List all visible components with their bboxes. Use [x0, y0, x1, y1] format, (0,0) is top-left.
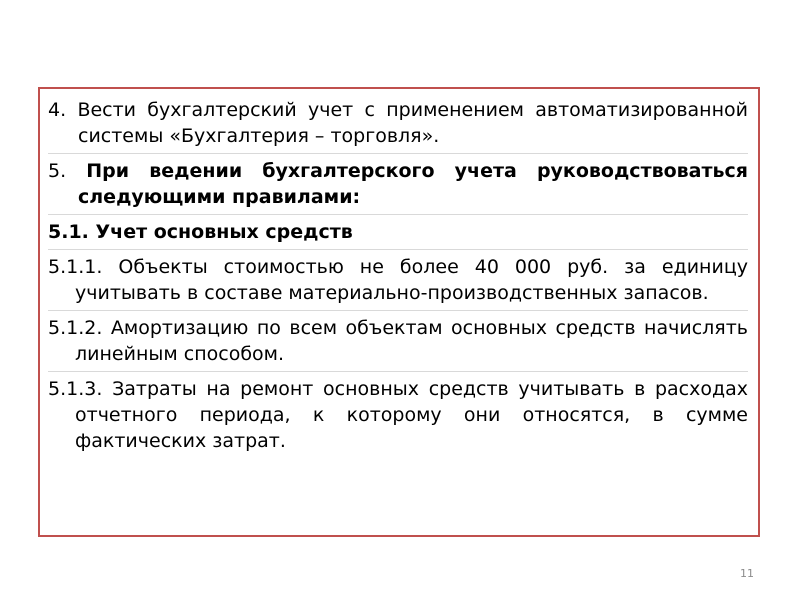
item-number: 5.1. — [48, 221, 89, 243]
item-text: Учет основных средств — [95, 221, 353, 243]
divider — [48, 249, 748, 250]
item-text: Амортизацию по всем объектам основных средств начислять линейным способом. — [75, 317, 748, 365]
item-number: 5. — [48, 160, 67, 182]
item-number: 5.1.3. — [48, 378, 103, 400]
page-number: 11 — [740, 567, 754, 580]
divider — [48, 371, 748, 372]
paragraph-item-5-1-2 — [48, 315, 748, 367]
divider — [48, 214, 748, 215]
divider — [48, 153, 748, 154]
slide-content — [48, 97, 748, 458]
content-frame — [38, 87, 760, 537]
item-number: 4. — [48, 99, 67, 121]
item-text: Вести бухгалтерский учет с применением автоматизированной системы «Бухгалтерия – торговля». — [77, 99, 748, 147]
item-text: Затраты на ремонт основных средств учитывать в расходах отчетного периода, к которому они относятся, в сумме фактических затрат. — [75, 378, 749, 452]
paragraph-item-4 — [48, 97, 748, 149]
section-heading-5-1 — [48, 219, 748, 245]
paragraph-item-5-1-1 — [48, 254, 748, 306]
paragraph-item-5-1-3 — [48, 376, 748, 454]
divider — [48, 310, 748, 311]
item-number: 5.1.1. — [48, 256, 103, 278]
paragraph-item-5 — [48, 158, 748, 210]
item-number: 5.1.2. — [48, 317, 103, 339]
item-text: При ведении бухгалтерского учета руководствоваться следующими правилами: — [78, 160, 748, 208]
item-text: Объекты стоимостью не более 40 000 руб. за единицу учитывать в составе материально-производственных запасов. — [75, 256, 748, 304]
